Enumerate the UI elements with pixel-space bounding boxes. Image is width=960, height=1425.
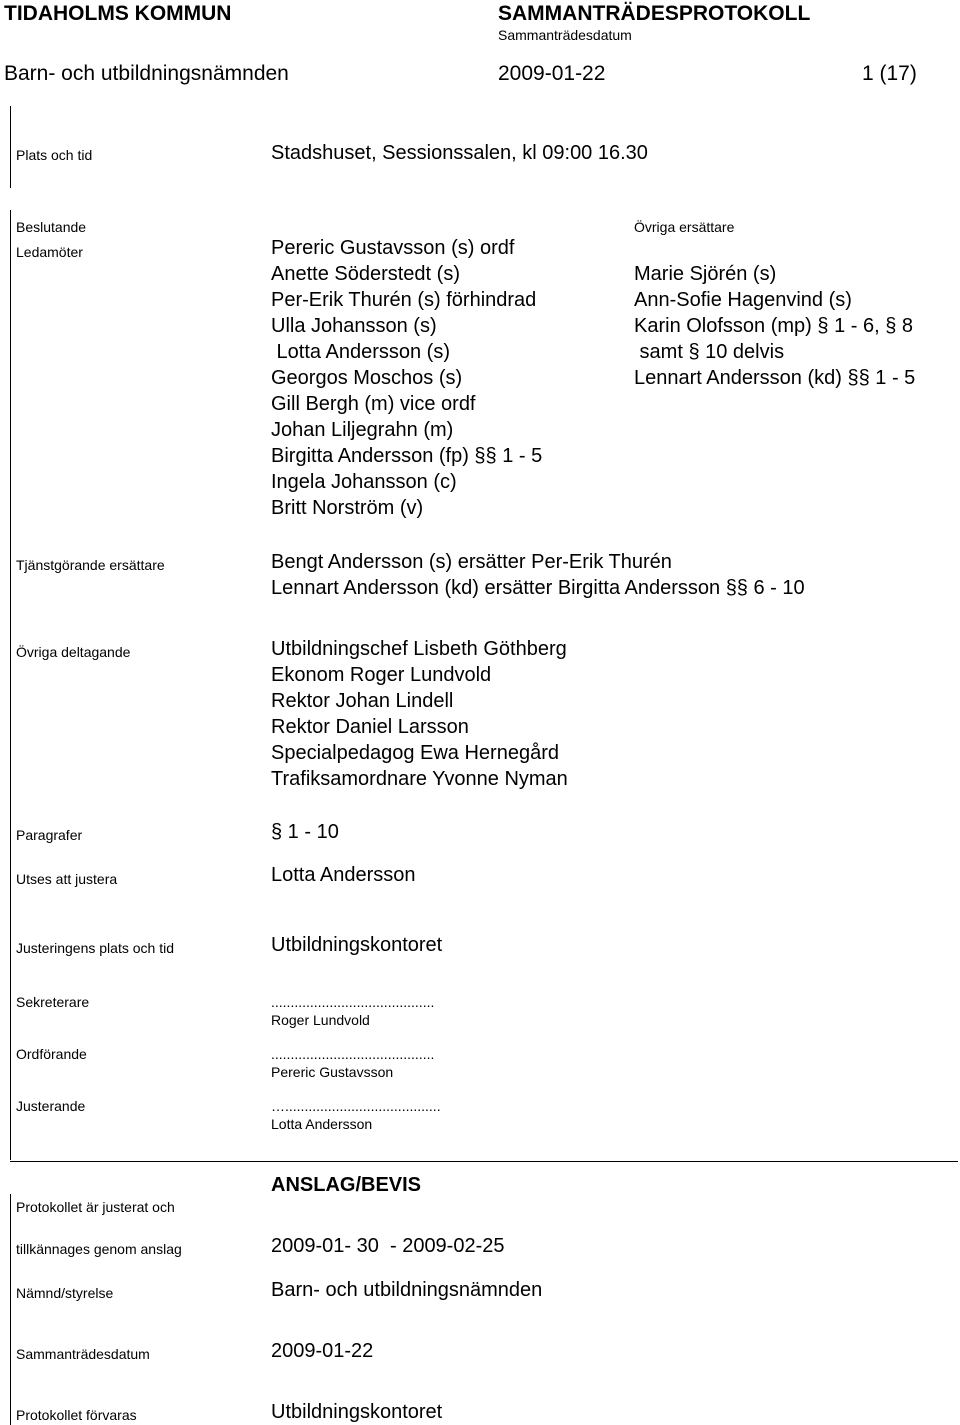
other-substitutes-label: Övriga ersättare <box>634 219 735 235</box>
serving-substitutes-list <box>271 549 805 601</box>
signature-line: .......................................... <box>271 1046 435 1062</box>
margin-rule <box>10 1194 11 1425</box>
member-item: Per-Erik Thurén (s) förhindrad <box>271 289 537 311</box>
org-name: TIDAHOLMS KOMMUN <box>4 2 232 25</box>
document-type: SAMMANTRÄDESPROTOKOLL <box>498 2 811 25</box>
decision-makers-label: Beslutande <box>16 219 87 235</box>
secretary-name: Roger Lundvold <box>271 1012 370 1028</box>
other-participants-list <box>271 636 568 792</box>
participant-item: Trafiksamordnare Yvonne Nyman <box>271 768 568 790</box>
adjust-place-value: Utbildningskontoret <box>271 934 443 956</box>
adjust-place-label: Justeringens plats och tid <box>16 940 174 956</box>
other-participants-label: Övriga deltagande <box>16 644 131 660</box>
adjusting-name: Lotta Andersson <box>271 1116 373 1132</box>
chair-label: Ordförande <box>16 1046 87 1062</box>
participant-item: Specialpedagog Ewa Hernegård <box>271 742 559 764</box>
meeting-date: 2009-01-22 <box>498 62 606 85</box>
place-time-value: Stadshuset, Sessionssalen, kl 09:00 16.30 <box>271 142 648 164</box>
document-subtitle: Sammanträdesdatum <box>498 27 632 43</box>
member-item: Lotta Andersson (s) <box>271 341 450 363</box>
posted-label: tillkännages genom anslag <box>16 1241 182 1257</box>
member-item: Ulla Johansson (s) <box>271 315 437 337</box>
participant-item: Utbildningschef Lisbeth Göthberg <box>271 638 567 660</box>
secretary-label: Sekreterare <box>16 994 90 1010</box>
adjuster-label: Utses att justera <box>16 871 118 887</box>
member-item: Johan Liljegrahn (m) <box>271 419 454 441</box>
paragraphs-value: § 1 - 10 <box>271 821 339 843</box>
board-value: Barn- och utbildningsnämnden <box>271 1279 543 1301</box>
member-item: Georgos Moschos (s) <box>271 367 463 389</box>
substitute-item: Lennart Andersson (kd) §§ 1 - 5 <box>634 367 916 389</box>
member-item: Anette Söderstedt (s) <box>271 263 460 285</box>
margin-rule <box>10 210 11 1160</box>
serving-substitute-item: Bengt Andersson (s) ersätter Per-Erik Thurén <box>271 551 672 573</box>
chair-name: Pereric Gustavsson <box>271 1064 394 1080</box>
participant-item: Rektor Johan Lindell <box>271 690 454 712</box>
serving-substitutes-label: Tjänstgörande ersättare <box>16 557 165 573</box>
adjusted-label: Protokollet är justerat och <box>16 1199 175 1215</box>
board-label: Nämnd/styrelse <box>16 1285 114 1301</box>
adjuster-value: Lotta Andersson <box>271 864 416 886</box>
signature-line: .......................................... <box>271 994 435 1010</box>
member-item: Pereric Gustavsson (s) ordf <box>271 237 515 259</box>
kept-value: Utbildningskontoret <box>271 1401 443 1423</box>
posted-value: 2009-01- 30 - 2009-02-25 <box>271 1235 505 1257</box>
board-name: Barn- och utbildningsnämnden <box>4 62 289 85</box>
signature-line: …........................................ <box>271 1098 441 1114</box>
substitute-item: Marie Sjörén (s) <box>634 263 777 285</box>
participant-item: Ekonom Roger Lundvold <box>271 664 492 686</box>
participant-item: Rektor Daniel Larsson <box>271 716 469 738</box>
other-substitutes-list <box>634 261 915 391</box>
page-number: 1 (17) <box>862 62 917 85</box>
kept-label: Protokollet förvaras <box>16 1407 137 1423</box>
serving-substitute-item: Lennart Andersson (kd) ersätter Birgitta Andersson §§ 6 - 10 <box>271 577 805 599</box>
meeting-date-label: Sammanträdesdatum <box>16 1346 150 1362</box>
member-item: Ingela Johansson (c) <box>271 471 457 493</box>
section-divider <box>10 1161 958 1162</box>
notice-title: ANSLAG/BEVIS <box>271 1174 422 1196</box>
member-item: Birgitta Andersson (fp) §§ 1 - 5 <box>271 445 543 467</box>
member-item: Gill Bergh (m) vice ordf <box>271 393 476 415</box>
members-list <box>271 235 542 521</box>
paragraphs-label: Paragrafer <box>16 827 83 843</box>
meeting-date-value: 2009-01-22 <box>271 1340 374 1362</box>
members-label: Ledamöter <box>16 244 83 260</box>
adjusting-label: Justerande <box>16 1098 86 1114</box>
substitute-item: samt § 10 delvis <box>634 341 785 363</box>
substitute-item: Ann-Sofie Hagenvind (s) <box>634 289 852 311</box>
substitute-item: Karin Olofsson (mp) § 1 - 6, § 8 <box>634 315 914 337</box>
margin-rule <box>10 106 11 188</box>
place-time-label: Plats och tid <box>16 147 93 163</box>
member-item: Britt Norström (v) <box>271 497 424 519</box>
